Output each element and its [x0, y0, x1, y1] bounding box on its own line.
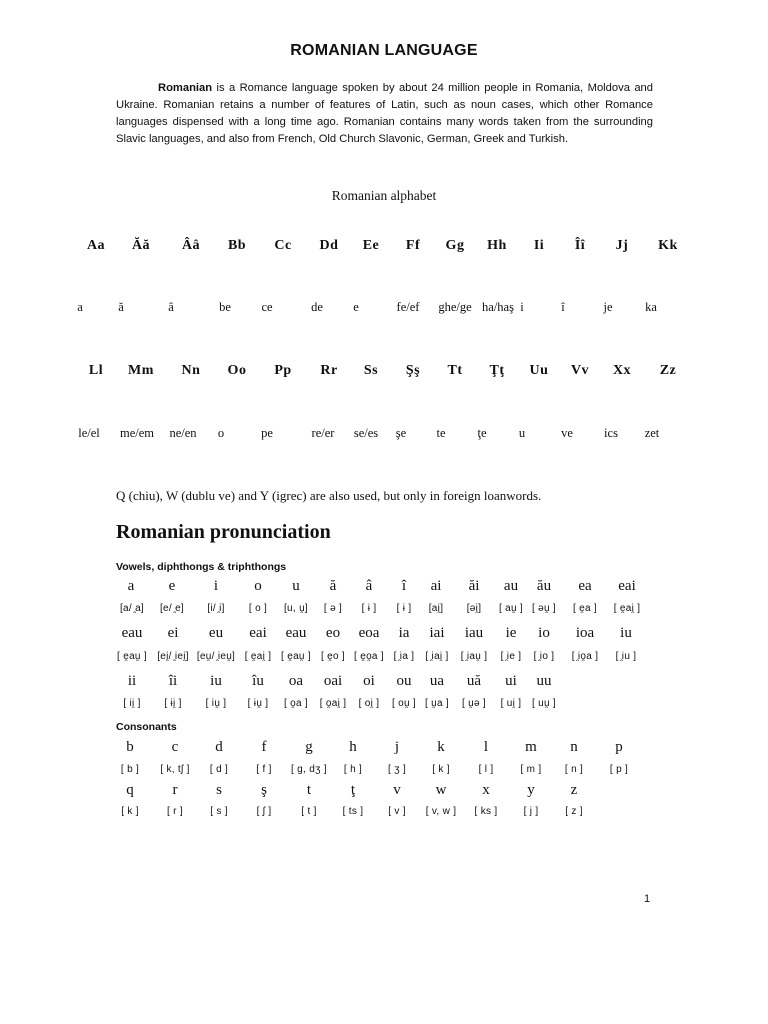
- consonant-symbol: d: [215, 739, 223, 755]
- ipa-transcription: [ ̯iau̯ ]: [460, 651, 488, 662]
- ipa-transcription: [ s ]: [210, 806, 228, 817]
- foreign-letters-note: Q (chiu), W (dublu ve) and Y (igrec) are also used, but only in foreign loanwords.: [116, 488, 542, 503]
- letter-name: ţe: [477, 426, 487, 440]
- ipa-transcription: [i/ ̯i]: [207, 603, 225, 614]
- vowel-symbol: oai: [323, 673, 343, 689]
- alphabet-heading: Romanian alphabet: [331, 188, 437, 203]
- vowel-symbol: iau: [464, 625, 484, 641]
- ipa-transcription: [ əu̯ ]: [531, 603, 557, 614]
- vowel-symbol: uu: [536, 673, 552, 689]
- consonant-symbol: m: [525, 739, 537, 755]
- ipa-transcription: [ ̯io̯a ]: [571, 651, 599, 662]
- letter-name: ics: [604, 426, 618, 440]
- vowel-symbol: ai: [430, 578, 442, 594]
- consonant-ipa-row-1: [0, 764, 768, 784]
- vowel-symbols-row-1: [0, 578, 768, 598]
- alphabet-letter: Uu: [529, 363, 549, 378]
- vowel-symbol: eai: [618, 578, 636, 594]
- alphabet-letter: Oo: [227, 363, 247, 378]
- vowel-symbol: eau: [285, 625, 307, 641]
- vowel-symbol: â: [365, 578, 373, 594]
- letter-name: be: [219, 300, 231, 314]
- ipa-transcription: [ m ]: [520, 764, 542, 775]
- alphabet-letter: Zz: [659, 363, 677, 378]
- ipa-transcription: [ ɨu̯ ]: [247, 698, 269, 709]
- consonant-symbol: h: [349, 739, 357, 755]
- ipa-transcription: [ u̯ə ]: [461, 698, 487, 709]
- letter-name: me/em: [119, 426, 155, 440]
- pronunciation-heading: Romanian pronunciation: [116, 521, 331, 543]
- vowel-symbol: oi: [363, 673, 375, 689]
- letter-name: ă: [118, 300, 124, 314]
- ipa-transcription: [ e̯ai̯ ]: [244, 651, 272, 662]
- vowel-symbol: io: [538, 625, 550, 641]
- ipa-transcription: [ g, dʒ ]: [291, 764, 327, 775]
- alphabet-letter: Ţţ: [489, 363, 505, 378]
- letter-name: te: [436, 426, 446, 440]
- vowel-symbol: îu: [252, 673, 264, 689]
- alphabet-letter: Pp: [274, 363, 292, 378]
- ipa-transcription: [ v ]: [388, 806, 406, 817]
- ipa-transcription: [ ̯io ]: [533, 651, 555, 662]
- vowel-symbols-row-2: [0, 625, 768, 645]
- consonant-symbol: w: [435, 782, 447, 798]
- vowel-ipa-row-1: [0, 603, 768, 623]
- consonant-ipa-row-2: [0, 806, 768, 826]
- ipa-transcription: [ ɨ ]: [361, 603, 377, 614]
- intro-paragraph: [116, 80, 653, 148]
- alphabet-letter: Ââ: [181, 238, 201, 253]
- letter-name: î: [561, 300, 565, 314]
- alphabet-letter: Îî: [574, 238, 586, 253]
- vowel-symbol: eai: [249, 625, 267, 641]
- vowel-symbols-row-3: [0, 673, 768, 693]
- intro-text: is a Romance language spoken by about 24 million people in Romania, Moldova and Ukraine. Romanian retains a number of features of Latin, such as noun cases, which other Romance languages dispensed with a long time ago. Romanian contains many words taken from the surrounding Slavic languages, and also from French, Old Church Slavonic, German, Greek and Turkish.: [116, 82, 653, 145]
- intro-lead-word: Romanian: [158, 82, 213, 94]
- vowel-symbol: ăi: [468, 578, 480, 594]
- vowel-symbol: ei: [167, 625, 179, 641]
- consonant-symbol: z: [570, 782, 578, 798]
- letter-name: fe/ef: [396, 300, 420, 314]
- consonant-symbol: s: [216, 782, 222, 798]
- ipa-transcription: [u, u̯]: [283, 603, 309, 614]
- consonant-symbol: p: [615, 739, 623, 755]
- letter-name: le/el: [78, 426, 100, 440]
- ipa-transcription: [ ̯ia ]: [393, 651, 415, 662]
- page-number: 1: [644, 893, 651, 905]
- vowel-symbol: îi: [168, 673, 178, 689]
- vowels-subheading: Vowels, diphthongs & triphthongs: [116, 561, 287, 573]
- ipa-transcription: [ z ]: [565, 806, 583, 817]
- ipa-transcription: [ au̯ ]: [498, 603, 524, 614]
- alphabet-letter: Mm: [128, 363, 154, 378]
- consonant-symbol: f: [261, 739, 267, 755]
- ipa-transcription: [ r ]: [167, 806, 183, 817]
- vowel-symbol: eu: [208, 625, 224, 641]
- consonant-symbol: b: [126, 739, 134, 755]
- vowel-symbol: u: [292, 578, 300, 594]
- letter-name: u: [518, 426, 526, 440]
- ipa-transcription: [ ̯iai̯ ]: [425, 651, 449, 662]
- consonant-symbol: y: [527, 782, 535, 798]
- ipa-transcription: [e/ ̯e]: [159, 603, 185, 614]
- alphabet-letter: Ii: [533, 238, 545, 253]
- vowel-symbol: î: [401, 578, 407, 594]
- ipa-transcription: [ ɨ ]: [396, 603, 412, 614]
- alphabet-letter: Tt: [447, 363, 463, 378]
- ipa-transcription: [ t ]: [301, 806, 317, 817]
- alphabet-letters-row-1: [0, 238, 768, 258]
- letter-name: i: [520, 300, 524, 314]
- vowel-symbol: o: [254, 578, 262, 594]
- ipa-transcription: [ ʒ ]: [387, 764, 407, 775]
- ipa-transcription: [ f ]: [256, 764, 272, 775]
- vowel-symbol: i: [213, 578, 219, 594]
- ipa-transcription: [ e̯ai̯ ]: [613, 603, 641, 614]
- vowel-symbol: ă: [329, 578, 337, 594]
- vowel-ipa-row-3: [0, 698, 768, 718]
- consonant-symbol: j: [394, 739, 400, 755]
- letter-name: de: [311, 300, 323, 314]
- alphabet-letter: Şş: [405, 363, 421, 378]
- letter-name: pe: [261, 426, 273, 440]
- vowel-symbol: au: [503, 578, 519, 594]
- vowel-symbol: iu: [620, 625, 632, 641]
- alphabet-letter: Nn: [181, 363, 201, 378]
- letter-name: ha/haş: [482, 300, 514, 314]
- alphabet-names-row-2: [0, 426, 768, 446]
- alphabet-letter: Jj: [615, 238, 629, 253]
- consonant-symbol: r: [172, 782, 178, 798]
- letter-name: ghe/ge: [438, 300, 472, 314]
- alphabet-letters-row-2: [0, 363, 768, 383]
- vowel-ipa-row-2: [0, 651, 768, 671]
- ipa-transcription: [ d ]: [209, 764, 229, 775]
- ipa-transcription: [ iu̯ ]: [205, 698, 227, 709]
- ipa-transcription: [ n ]: [564, 764, 584, 775]
- alphabet-letter: Aa: [86, 238, 106, 253]
- alphabet-letter: Xx: [612, 363, 632, 378]
- consonant-symbol: v: [393, 782, 401, 798]
- ipa-transcription: [ ii̯ ]: [123, 698, 141, 709]
- ipa-transcription: [ e̯au̯ ]: [281, 651, 311, 662]
- ipa-transcription: [ai̯]: [428, 603, 444, 614]
- consonant-symbol: n: [570, 739, 578, 755]
- vowel-symbol: eau: [121, 625, 143, 641]
- alphabet-letter: Vv: [570, 363, 590, 378]
- vowel-symbol: eoa: [358, 625, 380, 641]
- letter-name: ka: [645, 300, 657, 314]
- ipa-transcription: [ b ]: [120, 764, 140, 775]
- alphabet-letter: Rr: [320, 363, 338, 378]
- consonant-symbol: k: [437, 739, 445, 755]
- consonants-subheading: Consonants: [116, 721, 177, 733]
- ipa-transcription: [a/ ̯a]: [119, 603, 145, 614]
- ipa-transcription: [ ʃ ]: [256, 806, 272, 817]
- letter-name: â: [168, 300, 174, 314]
- letter-name: se/es: [353, 426, 379, 440]
- alphabet-letter: Hh: [487, 238, 507, 253]
- ipa-transcription: [ l ]: [478, 764, 494, 775]
- vowel-symbol: ie: [505, 625, 517, 641]
- ipa-transcription: [ k, tʃ ]: [160, 764, 190, 775]
- letter-name: o: [217, 426, 225, 440]
- ipa-transcription: [ ə ]: [323, 603, 343, 614]
- ipa-transcription: [ ̯iu ]: [615, 651, 637, 662]
- letter-name: şe: [395, 426, 407, 440]
- ipa-transcription: [eu̯/ ̯ieu̯]: [196, 651, 236, 662]
- ipa-transcription: [ o ]: [248, 603, 268, 614]
- vowel-symbol: e: [168, 578, 176, 594]
- vowel-symbol: ia: [398, 625, 410, 641]
- vowel-symbol: ua: [429, 673, 445, 689]
- letter-name: re/er: [311, 426, 335, 440]
- vowel-symbol: ioa: [575, 625, 595, 641]
- consonant-symbol: x: [482, 782, 490, 798]
- ipa-transcription: [ v, w ]: [425, 806, 457, 817]
- letter-name: a: [77, 300, 83, 314]
- document-title: ROMANIAN LANGUAGE: [290, 42, 478, 59]
- ipa-transcription: [ e̯a ]: [572, 603, 598, 614]
- letter-name: ce: [261, 300, 273, 314]
- vowel-symbol: ău: [536, 578, 552, 594]
- consonant-symbol: l: [483, 739, 489, 755]
- ipa-transcription: [ ɨi̯ ]: [164, 698, 182, 709]
- ipa-transcription: [ e̯au̯ ]: [117, 651, 147, 662]
- ipa-transcription: [əi̯]: [466, 603, 482, 614]
- vowel-symbol: oa: [288, 673, 304, 689]
- ipa-transcription: [ oi̯ ]: [358, 698, 380, 709]
- ipa-transcription: [ o̯ai̯ ]: [319, 698, 347, 709]
- alphabet-letter: Ff: [405, 238, 421, 253]
- alphabet-names-row-1: [0, 300, 768, 320]
- alphabet-letter: Gg: [445, 238, 465, 253]
- consonant-symbol: t: [306, 782, 312, 798]
- vowel-symbol: ii: [127, 673, 137, 689]
- alphabet-letter: Kk: [658, 238, 678, 253]
- vowel-symbol: ea: [578, 578, 592, 594]
- ipa-transcription: [ e̯o ]: [320, 651, 346, 662]
- vowel-symbol: iai: [429, 625, 445, 641]
- ipa-transcription: [ei̯/ ̯iei̯]: [157, 651, 189, 662]
- vowel-symbol: a: [127, 578, 135, 594]
- alphabet-letter: Ll: [88, 363, 104, 378]
- ipa-transcription: [ p ]: [609, 764, 629, 775]
- alphabet-letter: Ăă: [131, 238, 151, 253]
- alphabet-letter: Ee: [362, 238, 380, 253]
- ipa-transcription: [ ts ]: [342, 806, 364, 817]
- ipa-transcription: [ uu̯ ]: [531, 698, 557, 709]
- ipa-transcription: [ j ]: [523, 806, 539, 817]
- alphabet-letter: Bb: [227, 238, 247, 253]
- letter-name: ve: [561, 426, 573, 440]
- ipa-transcription: [ ou̯ ]: [391, 698, 417, 709]
- consonant-symbol: ş: [261, 782, 267, 798]
- ipa-transcription: [ ui̯ ]: [500, 698, 522, 709]
- letter-name: zet: [644, 426, 660, 440]
- vowel-symbol: uă: [466, 673, 482, 689]
- vowel-symbol: eo: [325, 625, 341, 641]
- ipa-transcription: [ ks ]: [474, 806, 498, 817]
- ipa-transcription: [ u̯a ]: [424, 698, 450, 709]
- vowel-symbol: ui: [505, 673, 517, 689]
- letter-name: e: [353, 300, 359, 314]
- ipa-transcription: [ o̯a ]: [283, 698, 309, 709]
- letter-name: je: [603, 300, 613, 314]
- consonant-symbol: g: [305, 739, 313, 755]
- vowel-symbol: iu: [210, 673, 222, 689]
- ipa-transcription: [ e̯o̯a ]: [354, 651, 384, 662]
- ipa-transcription: [ h ]: [343, 764, 363, 775]
- ipa-transcription: [ k ]: [121, 806, 139, 817]
- letter-name: ne/en: [169, 426, 197, 440]
- consonant-symbol: c: [171, 739, 179, 755]
- consonant-symbol: q: [126, 782, 134, 798]
- alphabet-letter: Dd: [319, 238, 339, 253]
- alphabet-letter: Cc: [274, 238, 292, 253]
- consonant-symbols-row-2: [0, 782, 768, 802]
- consonant-symbol: ţ: [350, 782, 356, 798]
- ipa-transcription: [ ̯ie ]: [500, 651, 522, 662]
- alphabet-letter: Ss: [363, 363, 379, 378]
- consonant-symbols-row-1: [0, 739, 768, 759]
- ipa-transcription: [ k ]: [432, 764, 450, 775]
- vowel-symbol: ou: [396, 673, 412, 689]
